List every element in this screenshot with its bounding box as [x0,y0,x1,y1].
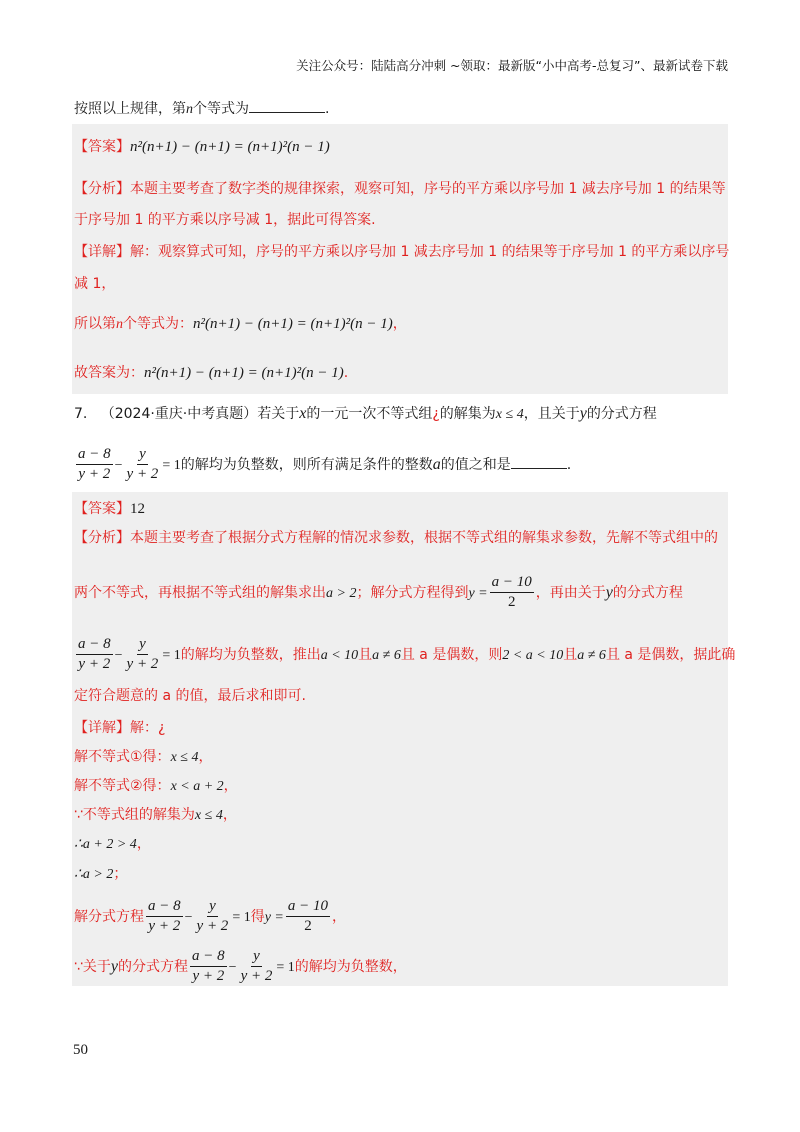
frac-num: y [207,898,218,917]
a7-and-2: 且 [563,646,578,663]
intro-suffix: 个等式为 [193,101,249,117]
detail-solution-fraction [286,898,330,936]
d7-s3-end: ， [222,807,237,823]
intro-line: 按照以上规律，第n个等式为 . [74,98,329,119]
detail-7-step7: ∵关于y的分式方程 $\frac{a - 8}{y + 2}$ − $\frac{y}{y + 2}$ = 1的解均为负整数， [74,948,407,985]
a7-rhs: = 1 [162,647,181,663]
frac-num: a − 10 [286,898,330,917]
q7-var-y: y [579,405,587,422]
q7-glyph: ¿ [432,406,440,422]
a7-cond3: a ≠ 6 [372,647,401,663]
frac-den: 2 [304,918,312,935]
a7-l2a: 两个不等式，再根据不等式组的解集求出 [74,584,326,601]
equation-rhs: = 1 [162,457,181,473]
analysis-7-line4: 定符合题意的 a 的值，最后求和即可. [74,688,306,704]
detail-6-line2: 减 1， [74,276,116,292]
d7-s1-end: ， [198,749,213,765]
answer-formula: n²(n+1) − (n+1) = (n+1)²(n − 1) [130,139,330,155]
q7-text2: 的一元一次不等式组 [306,406,433,422]
frac-num: a − 10 [490,574,534,593]
d7-s6-mid: 得 [250,908,265,925]
answer-6 [74,138,330,156]
frac-den: y + 2 [78,466,111,483]
q7-text4: ，且关于 [523,406,580,422]
a7-l3c: 且 a 是偶数，据此确 [605,646,736,663]
d7-s2-math: x < a + 2 [170,779,224,794]
frac-num: y [251,948,262,967]
detail-6-line4-suffix: . [343,365,349,381]
d7-s1-math: x ≤ 4 [170,750,199,765]
answer-label: 【答案】 [74,139,130,155]
a7-l2d: 的分式方程 [612,584,683,601]
analysis-6-line1: 【分析】本题主要考查了数字类的规律探索，观察可知，序号的平方乘以序号加 1 减去序号加 1 的结果等 [74,181,726,197]
detail-7-step6: 解分式方程 $\frac{a - 8}{y + 2}$ − $\frac{y}{y + 2}$ = 1得y = $\frac{a - 10}{2}$ ， [74,898,347,935]
frac-den: y + 2 [192,968,225,985]
analysis-7-line1: 【分析】本题主要考查了根据分式方程解的情况求参数，根据不等式组的解集求参数，先解不等式组中的 [74,530,718,546]
a7-sol-lhs: y = [468,585,488,601]
intro-var-n: n [186,102,193,117]
d7-s4-end: ， [136,836,151,852]
frac-den: y + 2 [78,656,111,673]
q7-var-a: a [432,455,441,473]
equation-fraction-2 [125,446,161,484]
d7-sol-lhs: y = [264,909,284,925]
question-7-line2: $\frac{a - 8}{y + 2}$ − $\frac{y}{y + 2}$ = 1的解均为负整数，则所有满足条件的整数a的值之和是 . [78,446,572,483]
detail-7-step1 [74,749,212,767]
a7-cond3-2: a ≠ 6 [577,647,606,663]
a7-cond4: 2 < a < 10 [502,647,564,663]
detail-6-line1: 【详解】解：观察算式可知，序号的平方乘以序号加 1 减去序号加 1 的结果等于序号加 1 的平方乘以序号 [74,244,730,260]
frac-num: a − 8 [76,636,113,655]
frac-num: y [137,446,148,465]
detail-6-line3-suffix: ， [392,316,407,332]
d7-s6-end: ， [332,908,347,925]
frac-num: y [137,636,148,655]
detail-fraction-2 [195,898,231,936]
detail-6-formula: n²(n+1) − (n+1) = (n+1)²(n − 1) [193,316,393,332]
d7-s6-text: 解分式方程 [74,908,144,925]
d7-s5-end: ； [113,866,128,882]
frac-den: 2 [507,594,516,611]
a7-var-y: y [605,583,613,601]
a7-l2b: ；解分式方程得到 [356,584,469,601]
answer-blank-7 [511,454,567,469]
q7-text5: 的分式方程 [586,406,657,422]
d7-s5: ∴a > 2 [74,867,114,882]
frac-den: y + 2 [126,656,159,673]
page-number: 50 [73,1042,88,1058]
detail-6-var-n: n [116,317,123,332]
a7-and: 且 [358,646,373,663]
q7-var-x: x [299,405,307,422]
d7-s4: ∴a + 2 > 4 [74,837,137,852]
detail-6-line3 [74,315,407,334]
d7-s7-end: 的解均为负整数， [294,958,407,975]
q7-text7: 的值之和是 [440,456,511,473]
detail-7-label: 【详解】解：¿ [74,720,166,736]
q7-text1: 若关于 [257,406,300,422]
detail-7-step3 [74,807,237,825]
detail-fraction-4 [239,948,275,986]
a7-cond1: a > 2 [326,585,357,601]
d7-s7-text: ∵关于 [74,958,111,975]
solution-fraction [490,574,534,612]
detail-6-line4-prefix: 故答案为： [74,365,144,381]
frac-den: y + 2 [148,918,181,935]
detail-7-step4 [74,836,151,854]
q7-condition: x ≤ 4 [495,407,524,422]
question-source: （2024·重庆·中考真题） [100,406,258,422]
answer-blank [249,98,325,113]
frac-num: a − 8 [76,446,113,465]
detail-fraction-3 [190,948,227,986]
frac-den: y + 2 [196,918,229,935]
answer-7-label: 【答案】 [74,501,130,517]
frac-den: y + 2 [126,466,159,483]
analysis-fraction-1 [76,636,113,674]
page-header: 关注公众号：陆陆高分冲刺 ~领取：最新版“小中高考-总复习”、最新试卷下载 [296,58,728,73]
detail-7-step5 [74,866,127,884]
analysis-7-line3: $\frac{a - 8}{y + 2}$ − $\frac{y}{y + 2}$ = 1的解均为负整数，推出a < 10且a ≠ 6且 a 是偶数，则2 < a < 10且a ≠ 6且 a 是偶数，据此确 [78,636,736,673]
detail-6-final-formula: n²(n+1) − (n+1) = (n+1)²(n − 1) [144,365,344,381]
q7-text6: 的解均为负整数，则所有满足条件的整数 [180,456,433,473]
detail-6-line4 [74,364,348,382]
a7-cond2: a < 10 [320,647,359,663]
d7-var-y: y [110,957,119,975]
a7-l3a: 的解均为负整数，推出 [180,646,321,663]
a7-l2c: ，再由关于 [535,584,606,601]
frac-num: a − 8 [190,948,227,967]
d7-rhs: = 1 [232,909,251,925]
frac-den: y + 2 [240,968,273,985]
d7-s3-math: x ≤ 4 [194,808,223,823]
detail-7-step2 [74,778,238,796]
answer-7 [74,500,145,518]
detail-6-line3-mid: 个等式为： [123,316,193,332]
d7-s2-text: 解不等式②得： [74,778,171,794]
frac-num: a − 8 [146,898,183,917]
d7-s2-end: ， [223,778,238,794]
equation-fraction-1 [76,446,113,484]
d7-s3-text: ∵不等式组的解集为 [74,807,195,823]
d7-s7-rhs: = 1 [276,959,295,975]
answer-7-value: 12 [130,501,145,517]
detail-fraction-1 [146,898,183,936]
analysis-6-line2: 于序号加 1 的平方乘以序号减 1，据此可得答案. [74,212,376,228]
question-number: 7. [74,406,88,422]
a7-l3b: 且 a 是偶数，则 [400,646,503,663]
analysis-fraction-2 [125,636,161,674]
q7-text3: 的解集为 [439,406,496,422]
d7-s7-mid: 的分式方程 [118,958,189,975]
d7-s1-text: 解不等式①得： [74,749,171,765]
question-7-line1 [74,404,657,424]
analysis-7-line2 [74,574,683,612]
intro-prefix: 按照以上规律，第 [74,101,186,117]
detail-6-line3-prefix: 所以第 [74,316,116,332]
